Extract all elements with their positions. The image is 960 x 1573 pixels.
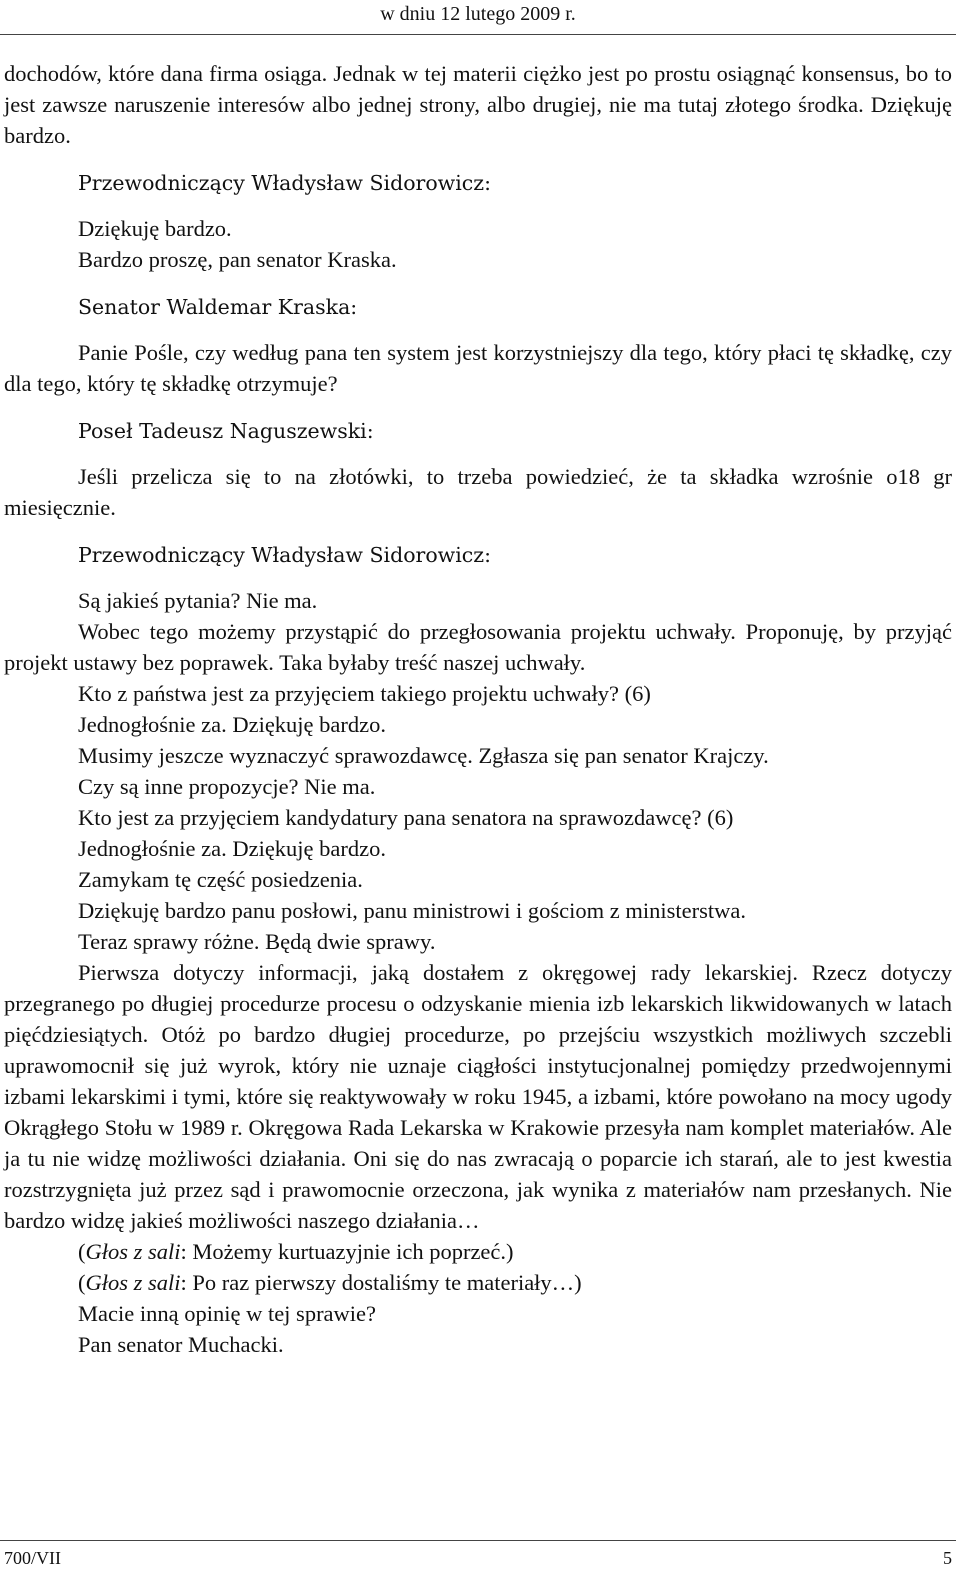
statement-line: Czy są inne propozycje? Nie ma. (78, 774, 376, 799)
page-number: 5 (943, 1548, 952, 1568)
statement-line: Macie inną opinię w tej sprawie? (78, 1301, 377, 1326)
statement-line: Jednogłośnie za. Dziękuję bardzo. (78, 836, 387, 861)
statement-line: Są jakieś pytania? Nie ma. (78, 588, 318, 613)
paragraph: Panie Pośle, czy według pana ten system jest korzystniejszy dla tego, który płaci tę składkę, czy dla tego, który tę składkę otrzymuje? (4, 340, 952, 396)
statement-line: Dziękuję bardzo panu posłowi, panu ministrowi i gościom z ministerstwa. (78, 898, 747, 923)
interjection-open: ( (78, 1270, 86, 1295)
statement-line: Teraz sprawy różne. Będą dwie sprawy. (78, 929, 436, 954)
interjection-open: ( (78, 1239, 86, 1264)
speaker-heading: Poseł Tadeusz Naguszewski: (78, 419, 374, 443)
interjection-speaker: Głos z sali (85, 1239, 181, 1264)
interjection-speaker: Głos z sali (85, 1270, 181, 1295)
paragraph: Wobec tego możemy przystąpić do przegłosowania projektu uchwały. Proponuję, by przyjąć projekt ustawy bez poprawek. Taka byłaby treść naszej uchwały. (4, 619, 952, 675)
header-date: w dniu 12 lutego 2009 r. (380, 3, 576, 25)
statement-line: Musimy jeszcze wyznaczyć sprawozdawcę. Zgłasza się pan senator Krajczy. (78, 743, 769, 768)
paragraph: Jeśli przelicza się to na złotówki, to trzeba powiedzieć, że ta składka wzrośnie o18 gr miesięcznie. (4, 464, 952, 520)
document-number: 700/VII (4, 1548, 61, 1568)
speaker-heading: Przewodniczący Władysław Sidorowicz: (78, 171, 491, 195)
transcript-body (4, 58, 952, 1360)
page-header (0, 0, 956, 35)
paragraph-continuation: dochodów, które dana firma osiąga. Jednak w tej materii ciężko jest po prostu osiągnąć konsensus, bo to jest zawsze naruszenie interesów albo jednej strony, albo drugiej, nie ma tutaj złotego środka. Dziękuję bardzo. (4, 61, 952, 148)
interjection (4, 1236, 952, 1267)
speaker-heading: Przewodniczący Władysław Sidorowicz: (78, 543, 491, 567)
statement-line: Kto z państwa jest za przyjęciem takiego projektu uchwały? (6) (78, 681, 651, 706)
statement-line: Pan senator Muchacki. (78, 1332, 284, 1357)
page-footer (0, 1540, 956, 1573)
statement-line: Dziękuję bardzo. (78, 216, 232, 241)
interjection (4, 1267, 952, 1298)
speaker-heading: Senator Waldemar Kraska: (78, 295, 358, 319)
statement-line: Zamykam tę część posiedzenia. (78, 867, 363, 892)
interjection-text: : Możemy kurtuazyjnie ich poprzeć.) (180, 1239, 514, 1264)
statement-line: Jednogłośnie za. Dziękuję bardzo. (78, 712, 387, 737)
interjection-text: : Po raz pierwszy dostaliśmy te materiały…) (180, 1270, 582, 1295)
paragraph: Pierwsza dotyczy informacji, jaką dostałem z okręgowej rady lekarskiej. Rzecz dotyczy przegranego po długiej procedurze procesu o odzyskanie mienia izb lekarskich likwidowanych w latach pięćdziesiątych. Otóż po bardzo długiej procedurze, po przejściu wszystkich możliwych szczebli uprawomocnił się już wyrok, który nie uznaje ciągłości instytucjonalnej pomiędzy przedwojennymi izbami lekarskimi i tymi, które się reaktywowały w roku 1945, a izbami, które powołano na mocy ugody Okrągłego Stołu w 1989 r. Okręgowa Rada Lekarska w Krakowie przesyła nam komplet materiałów. Ale ja tu nie widzę możliwości działania. Oni się do nas zwracają o poparcie ich starań, ale to jest kwestia rozstrzygnięta już przez sąd i prawomocnie orzeczona, jak wynika z materiałów nam przesłanych. Nie bardzo widzę jakieś możliwości naszego działania… (4, 960, 952, 1233)
statement-line: Kto jest za przyjęciem kandydatury pana senatora na sprawozdawcę? (6) (78, 805, 734, 830)
statement-line: Bardzo proszę, pan senator Kraska. (78, 247, 397, 272)
